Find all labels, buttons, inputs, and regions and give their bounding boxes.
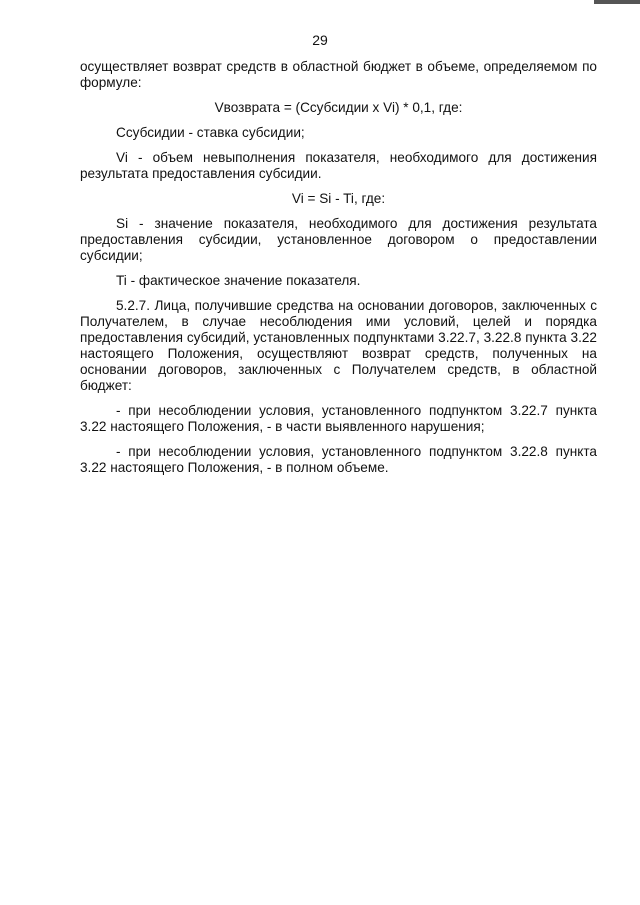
scan-corner-mark [594, 0, 640, 4]
clause-5-2-7: 5.2.7. Лица, получившие средства на основании договоров, заключенных с Получателем, в случае несоблюдения ими условий, целей и порядка предоставления субсидий, установленных подпунктами 3.22.7, 3.22.8 пункта 3.22 настоящего Положения, осуществляют возврат средств, полученных на основании договоров, заключенных с Получателем средств, в областной бюджет: [80, 298, 597, 393]
definition-vi: Vi - объем невыполнения показателя, необходимого для достижения результата предоставления субсидии. [80, 150, 597, 181]
page-number: 29 [312, 32, 328, 48]
paragraph-intro: осуществляет возврат средств в областной бюджет в объеме, определяемом по формуле: [80, 59, 597, 90]
formula-return-amount: Vвозврата = (Сcубсидии x Vi) * 0,1, где: [214, 100, 463, 115]
definition-si: Si - значение показателя, необходимого для достижения результата предоставления субсидии, установленное договором о предоставлении субсидии; [80, 216, 597, 263]
list-item: - при несоблюдении условия, установленного подпунктом 3.22.7 пункта 3.22 настоящего Положения, - в части выявленного нарушения; [80, 403, 597, 434]
definition-subsidy-rate: Ссубсидии - ставка субсидии; [116, 125, 305, 140]
conditions-list [80, 403, 597, 476]
list-item: - при несоблюдении условия, установленного подпунктом 3.22.8 пункта 3.22 настоящего Положения, - в полном объеме. [80, 444, 597, 475]
definition-ti: Ti - фактическое значение показателя. [116, 273, 361, 288]
formula-vi: Vi = Si - Ti, где: [291, 191, 386, 206]
document-body [80, 59, 597, 485]
